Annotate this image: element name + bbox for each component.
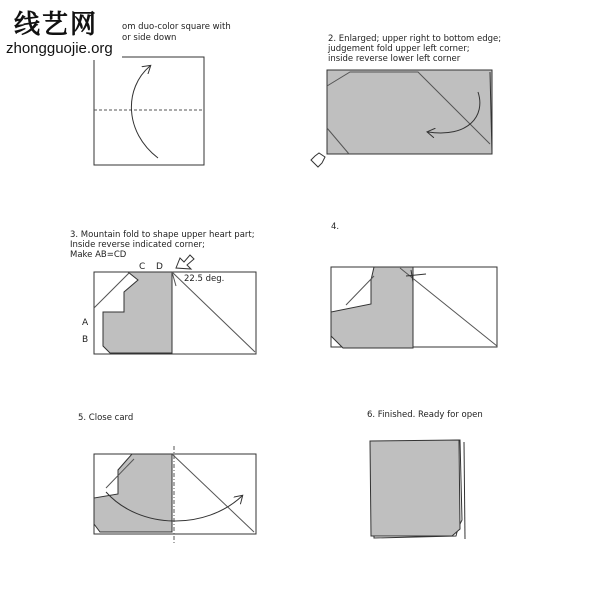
step2-figure xyxy=(311,70,492,167)
step3-label-b: B xyxy=(82,335,89,345)
step6-caption: 6. Finished. Ready for open xyxy=(367,410,483,420)
step3-figure xyxy=(94,255,256,354)
step4-figure xyxy=(331,267,497,348)
watermark-url: zhongguojie.org xyxy=(6,40,113,57)
step3-label-c: C xyxy=(139,262,146,272)
step1-figure xyxy=(94,57,204,165)
step3-angle-label: 22.5 deg. xyxy=(184,274,225,284)
step5-caption: 5. Close card xyxy=(78,413,134,423)
step3-label-a: A xyxy=(82,318,89,328)
outline-arrow-icon xyxy=(311,153,325,167)
step6-figure xyxy=(370,440,465,539)
step1-caption-line1: om duo-color square with xyxy=(122,22,231,32)
step4-caption: 4. xyxy=(331,222,340,232)
step1-caption-line2: or side down xyxy=(122,33,177,43)
watermark xyxy=(0,0,122,60)
step2-caption: 2. Enlarged; upper right to bottom edge; judgement fold upper left corner; inside reverse lower left corner xyxy=(328,34,502,64)
step5-figure xyxy=(94,446,256,545)
watermark-chinese: 线艺网 xyxy=(14,10,99,40)
step3-label-d: D xyxy=(156,262,163,272)
step3-caption: 3. Mountain fold to shape upper heart part; Inside reverse indicated corner; Make AB=CD xyxy=(70,230,255,260)
